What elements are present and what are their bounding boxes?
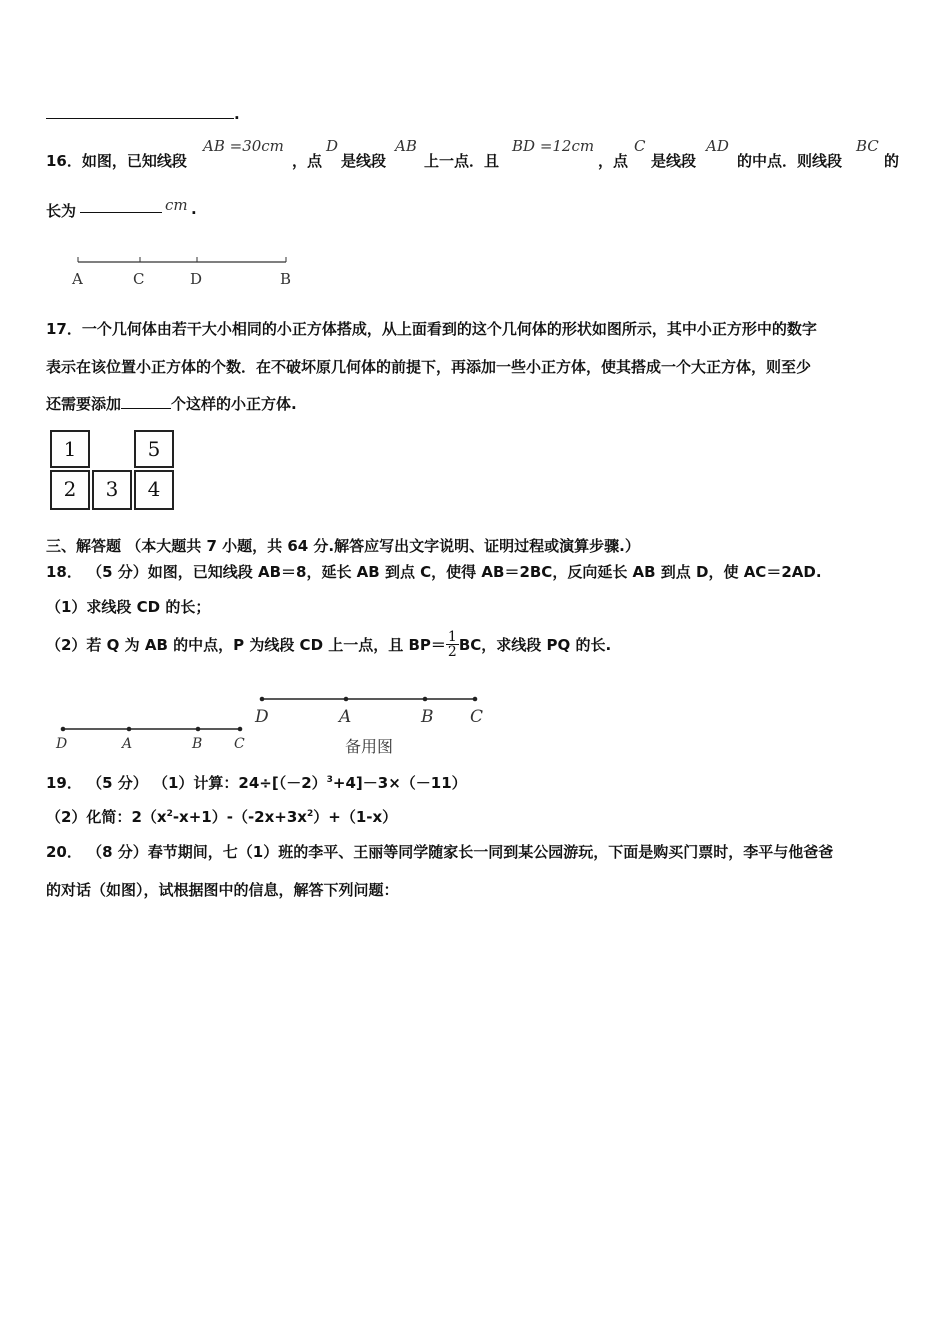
q18-fig2-label-a: A (339, 707, 352, 727)
section-3-heading: 三、解答题 （本大题共 7 小题，共 64 分.解答应写出文字说明、证明过程或演算步骤.） (46, 537, 640, 555)
q18-fig1-label-d: D (56, 736, 68, 752)
q16-math-ab: AB (395, 137, 417, 155)
q16-text-4: 上一点．且 (424, 152, 500, 170)
q18-part-2b: BC，求线段 PQ 的长. (458, 636, 612, 654)
q16-math-d: D (326, 137, 339, 155)
q16-segment-figure (70, 250, 300, 290)
q16-text-2: ，点 (292, 152, 323, 170)
q18-fig1-point-c (238, 727, 243, 732)
q18-fig1-label-a: A (122, 736, 133, 752)
q16-text-1: 16．如图，已知线段 (46, 152, 187, 170)
q16-label-a: A (72, 270, 83, 288)
q16-answer-blank (80, 198, 162, 217)
q16-math-ad: AD (706, 137, 729, 155)
q17-cell-top-left: 1 (50, 430, 90, 468)
q16-text-10: . (191, 200, 197, 218)
q19-line-2-sup1: 2 (166, 809, 173, 819)
q17-line-3a: 还需要添加 (46, 395, 122, 413)
q18-figure-2 (255, 690, 485, 710)
q18-part-2a: （2）若 Q 为 AB 的中点，P 为线段 CD 上一点，且 BP＝ (46, 636, 446, 654)
q18-fig1-point-b (196, 727, 201, 732)
q19-line-2 (46, 806, 397, 827)
q18-fig2-label-b: B (421, 707, 434, 727)
q19-line-2-sup2: 2 (306, 809, 314, 819)
q19-line-2c: ）+（1-x） (313, 808, 398, 826)
q17-answer-blank (121, 394, 171, 409)
q16-math-c: C (634, 137, 646, 155)
q17-line-3 (46, 393, 297, 414)
q17-cell-bottom-left: 2 (50, 470, 90, 510)
q19-line-1a: 19． （5 分） （1）计算：24÷[（－2） (46, 774, 327, 792)
q16-text-9: 长为 (46, 202, 77, 220)
q16-math-ab30: AB =30cm (203, 137, 284, 155)
q16-math-cm: cm (165, 196, 188, 214)
q17-top-view-grid (50, 430, 178, 510)
q17-line-1: 17．一个几何体由若干大小相同的小正方体搭成，从上面看到的这个几何体的形状如图所示，其中小正方形中的数字 (46, 320, 817, 338)
q16-text-3: 是线段 (341, 152, 387, 170)
q18-part-2 (46, 630, 611, 659)
q18-fig1-point-d (61, 727, 66, 732)
q18-fig1-label-c: C (234, 736, 245, 752)
top-line-period: . (234, 105, 240, 123)
q17-cell-bottom-middle: 3 (92, 470, 132, 510)
q19-line-2a: （2）化简：2（x (46, 808, 167, 826)
q18-frac-den: 2 (447, 644, 457, 660)
top-answer-line (46, 104, 240, 123)
q18-fig2-point-b (423, 697, 428, 702)
q18-fig2-label-d: D (255, 707, 269, 727)
q16-text-8: 的 (884, 152, 900, 170)
q16-math-bc: BC (856, 137, 879, 155)
q18-fig2-point-c (473, 697, 478, 702)
q17-line-3b: 个这样的小正方体. (171, 395, 297, 413)
q19-line-2b: -x+1）-（-2x+3x (172, 808, 307, 826)
q19-line-1-sup: 3 (326, 775, 333, 785)
q16-label-d: D (190, 270, 203, 288)
q17-cell-bottom-right: 4 (134, 470, 174, 510)
q18-fig2-caption: 备用图 (345, 737, 394, 756)
q16-label-b: B (280, 270, 292, 288)
q18-frac-num: 1 (447, 629, 457, 645)
q16-text-6: 是线段 (651, 152, 697, 170)
q18-fig2-label-c: C (470, 707, 484, 727)
q16-math-bd12: BD =12cm (512, 137, 595, 155)
q18-fig2-point-d (260, 697, 265, 702)
q18-fraction (446, 630, 459, 659)
q17-cell-top-right: 5 (134, 430, 174, 468)
top-blank (46, 104, 234, 119)
q19-line-1 (46, 772, 467, 793)
q16-text-7: 的中点．则线段 (737, 152, 843, 170)
q18-fig1-point-a (127, 727, 132, 732)
q17-line-2: 表示在该位置小正方体的个数．在不破坏原几何体的前提下，再添加一些小正方体，使其搭成一个大正方体，则至少 (46, 358, 812, 376)
q20-line-1: 20． （8 分）春节期间，七（1）班的李平、王丽等同学随家长一同到某公园游玩，下面是购买门票时，李平与他爸爸 (46, 843, 834, 861)
q18-figure-1 (55, 720, 255, 740)
q16-text-5: ，点 (598, 152, 629, 170)
q18-part-1: （1）求线段 CD 的长； (46, 598, 211, 616)
q18-line-1: 18． （5 分）如图，已知线段 AB＝8，延长 AB 到点 C，使得 AB＝2BC，反向延长 AB 到点 D，使 AC＝2AD. (46, 563, 822, 581)
q19-line-1b: +4]－3×（－11） (332, 774, 467, 792)
q20-line-2: 的对话（如图），试根据图中的信息，解答下列问题： (46, 881, 399, 899)
q18-fig2-point-a (344, 697, 349, 702)
q16-label-c: C (133, 270, 145, 288)
q18-fig1-label-b: B (192, 736, 203, 752)
